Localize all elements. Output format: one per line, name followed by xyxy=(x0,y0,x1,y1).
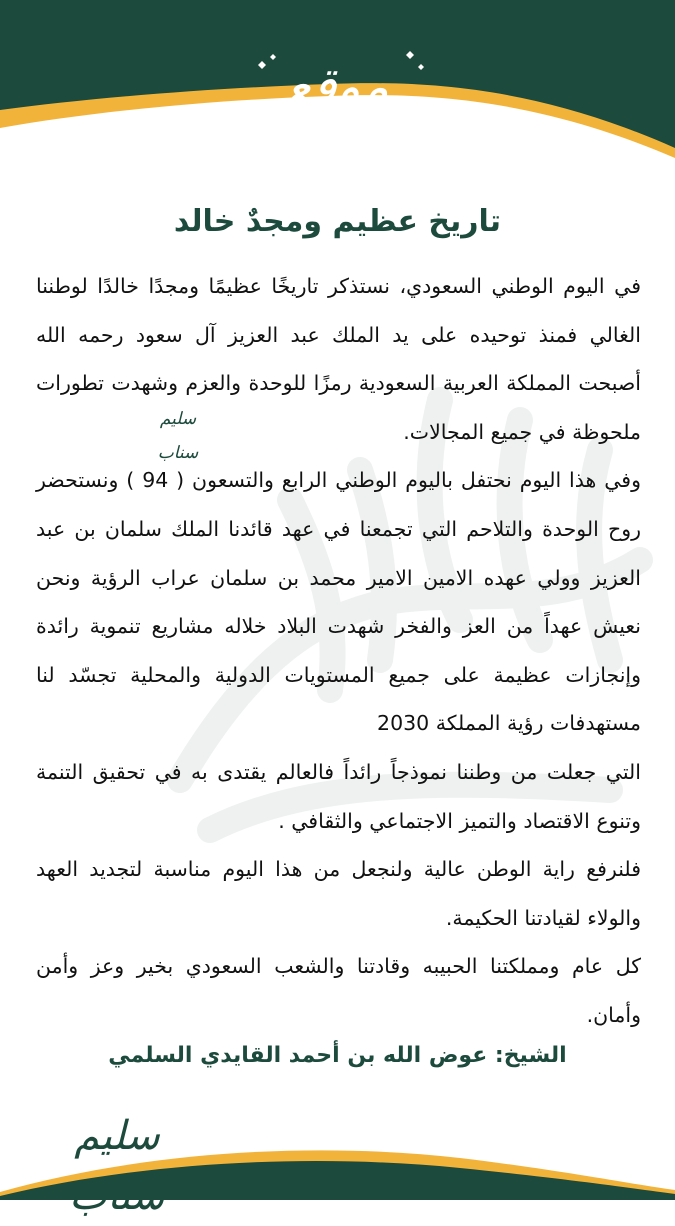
author-signature: الشيخ: عوض الله بن أحمد القايدي السلمي xyxy=(108,1043,567,1068)
logo-text: موقع سليم xyxy=(284,57,391,185)
paragraph-3: التي جعلت من وطننا نموذجاً رائداً فالعالم يقتدى به في تحقيق التنمة وتنوع الاقتصاد والتميز الاجتماعي والثقافي . xyxy=(36,759,641,833)
paragraph-1: في اليوم الوطني السعودي، نستذكر تاريخًا عظيمًا ومجدًا خالدًا لوطننا الغالي فمنذ توحيده على يد الملك عبد العزيز آل سعود رحمه الله أصبحت المملكة العربية السعودية رمزًا للوحدة والعزم وشهدت تطورات ملحوظة في جميع المجالات. xyxy=(36,274,641,444)
footer-logo-text: سليم سناب xyxy=(69,1113,165,1219)
inline-signature-text: سليم سناب xyxy=(157,409,199,463)
footer-logo xyxy=(62,1094,172,1219)
article-title: تاريخ عظيم ومجدٌ خالد xyxy=(173,204,502,239)
paragraph-4: فلنرفع راية الوطن عالية ولنجعل من هذا اليوم مناسبة لتجديد العهد والولاء لقيادتنا الحكيمة. xyxy=(36,857,641,930)
article-body xyxy=(36,262,641,1040)
site-logo xyxy=(230,45,445,185)
paragraph-5: كل عام ومملكتنا الحبيبه وقادتنا والشعب السعودي بخير وعز وأمن وأمان. xyxy=(36,954,641,1027)
paragraph-2: وفي هذا اليوم نحتفل باليوم الوطني الرابع والتسعون ( 94 ) ونستحضر روح الوحدة والتلاحم التي تجمعنا في عهد قائدنا الملك سلمان بن عبد العزيز وولي عهده الامين الامير محمد بن سلمان عراب الرؤية ونحن نعيش عهداً من العز والفخر شهدت البلاد خلاله مشاريع تنموية رائدة وإنجازات عظيمة على جميع المستويات الدولية والمحلية تجسّد لنا مستهدفات رؤية المملكة 2030 xyxy=(36,468,641,736)
inline-signature-mark xyxy=(150,400,206,463)
